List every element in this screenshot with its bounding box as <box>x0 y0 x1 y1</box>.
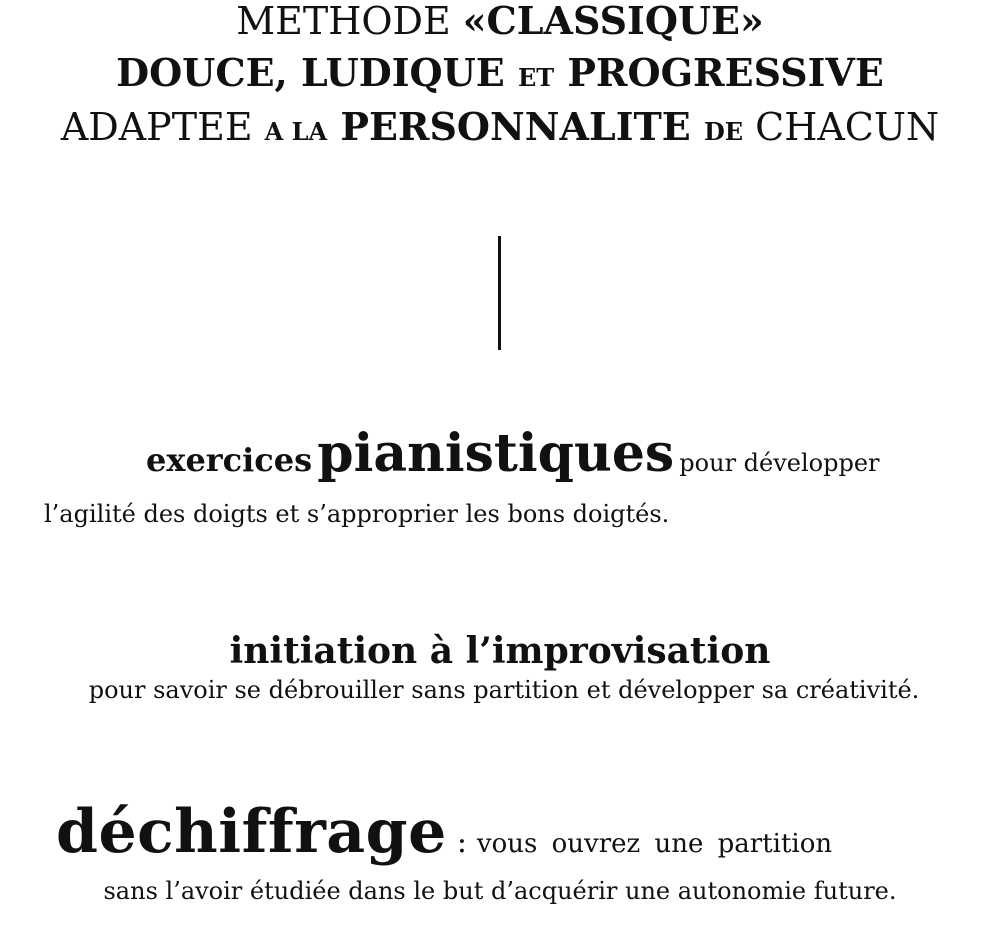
header-line-3 <box>0 104 1000 149</box>
exercices-tail: pour développer <box>679 449 880 477</box>
header-classique: «CLASSIQUE» <box>462 0 764 43</box>
header-personnalite: PERSONNALITE <box>327 104 704 149</box>
dechiffrage-tail: vous ouvrez une partition <box>476 829 833 859</box>
header-adaptee: ADAPTEE <box>60 105 265 149</box>
header-chacun: CHACUN <box>743 105 940 149</box>
pianistiques-word: pianistiques <box>317 423 675 484</box>
vertical-divider <box>498 236 501 350</box>
exercices-word: exercices <box>146 441 313 479</box>
header-methode: METHODE <box>236 0 463 43</box>
improvisation-description: pour savoir se débrouiller sans partition et développer sa créativité. <box>88 676 920 704</box>
dechiffrage-word: déchiffrage <box>56 797 447 867</box>
dechiffrage-description: sans l’avoir étudiée dans le but d’acquérir une autonomie future. <box>103 877 897 905</box>
header-douce-ludique: DOUCE, LUDIQUE <box>116 50 518 95</box>
dechiffrage-colon: : <box>456 825 467 860</box>
header-progressive: PROGRESSIVE <box>554 50 884 95</box>
header-de: DE <box>703 117 744 146</box>
header-et: ET <box>517 63 555 92</box>
exercices-heading <box>146 423 880 484</box>
exercices-description: l’agilité des doigts et s’approprier les bons doigtés. <box>44 500 670 528</box>
dechiffrage-heading <box>56 797 833 867</box>
improvisation-heading: initiation à l’improvisation <box>229 630 771 672</box>
header-line-1 <box>0 0 1000 43</box>
header-line-2 <box>0 50 1000 95</box>
header-a-la: A LA <box>264 117 328 146</box>
